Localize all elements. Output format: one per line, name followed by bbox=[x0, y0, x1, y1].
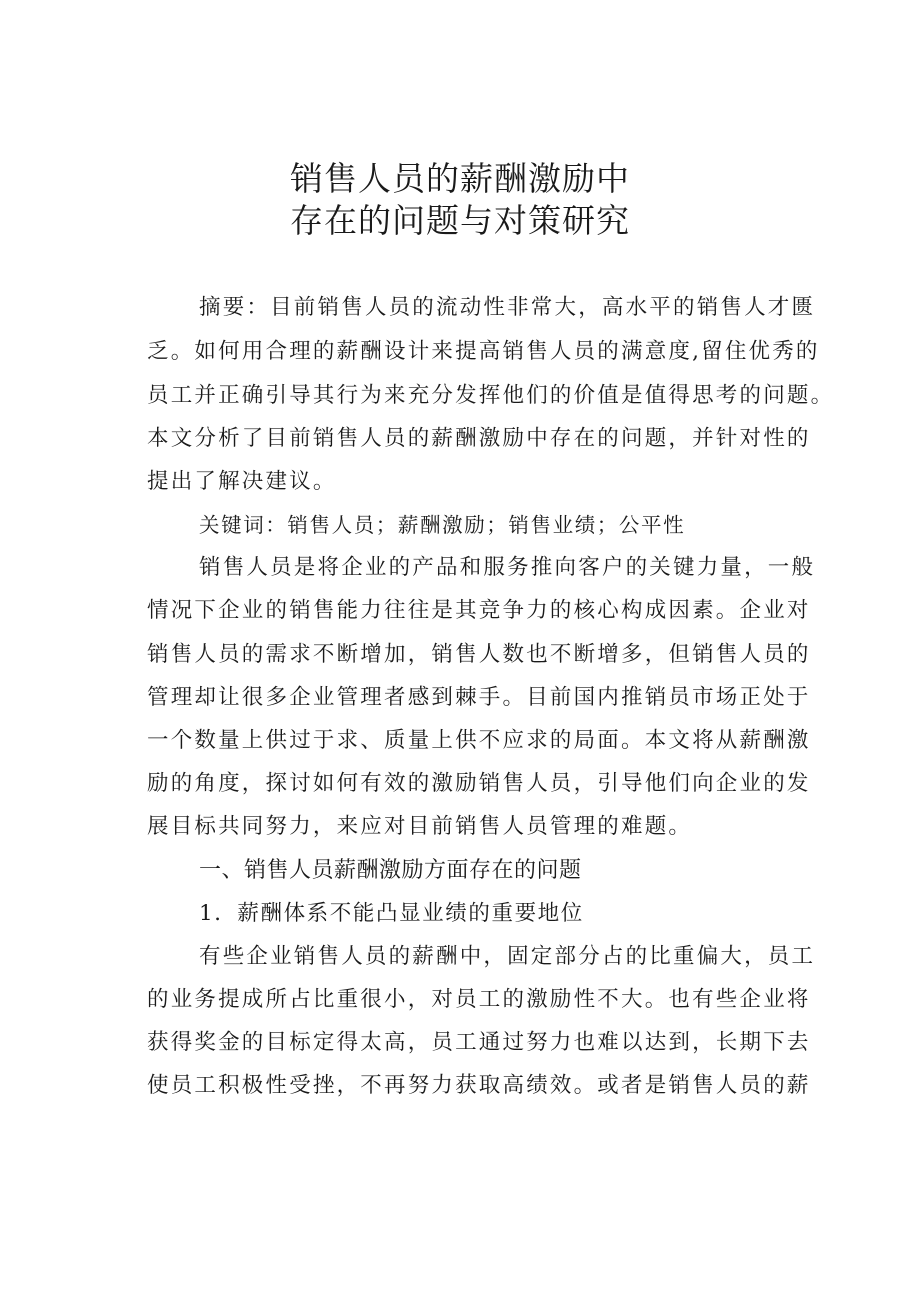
body-line: 获得奖金的目标定得太高，员工通过努力也难以达到，长期下去 bbox=[147, 1030, 811, 1055]
subsection-heading: 1．薪酬体系不能凸显业绩的重要地位 bbox=[199, 901, 584, 926]
intro-line: 情况下企业的销售能力往往是其竞争力的核心构成因素。企业对 bbox=[147, 598, 811, 623]
intro-line: 励的角度，探讨如何有效的激励销售人员，引导他们向企业的发 bbox=[147, 771, 811, 796]
intro-line: 一个数量上供过于求、质量上供不应求的局面。本文将从薪酬激 bbox=[147, 728, 811, 753]
intro-line: 销售人员是将企业的产品和服务推向客户的关键力量，一般 bbox=[199, 555, 816, 580]
abstract-line: 提出了解决建议。 bbox=[147, 469, 337, 494]
intro-line: 销售人员的需求不断增加，销售人数也不断增多，但销售人员的 bbox=[147, 642, 811, 667]
intro-line: 展目标共同努力，来应对目前销售人员管理的难题。 bbox=[147, 814, 693, 839]
body-line: 有些企业销售人员的薪酬中，固定部分占的比重偏大，员工 bbox=[199, 944, 816, 969]
title-line-1: 销售人员的薪酬激励中 bbox=[290, 159, 630, 198]
abstract-line: 本文分析了目前销售人员的薪酬激励中存在的问题，并针对性的 bbox=[147, 426, 811, 451]
title-line-2: 存在的问题与对策研究 bbox=[290, 201, 630, 240]
abstract-line: 摘要：目前销售人员的流动性非常大，高水平的销售人才匮 bbox=[199, 295, 816, 320]
body-line: 的业务提成所占比重很小，对员工的激励性不大。也有些企业将 bbox=[147, 987, 811, 1012]
body-line: 使员工积极性受挫，不再努力获取高绩效。或者是销售人员的薪 bbox=[147, 1073, 811, 1098]
intro-line: 管理却让很多企业管理者感到棘手。目前国内推销员市场正处于 bbox=[147, 685, 811, 710]
keywords-line: 关键词：销售人员；薪酬激励；销售业绩；公平性 bbox=[199, 513, 686, 537]
section-heading: 一、销售人员薪酬激励方面存在的问题 bbox=[199, 858, 582, 883]
abstract-line: 员工并正确引导其行为来充分发挥他们的价值是值得思考的问题。 bbox=[147, 383, 835, 408]
abstract-line: 乏。如何用合理的薪酬设计来提高销售人员的满意度,留住优秀的 bbox=[147, 339, 820, 364]
